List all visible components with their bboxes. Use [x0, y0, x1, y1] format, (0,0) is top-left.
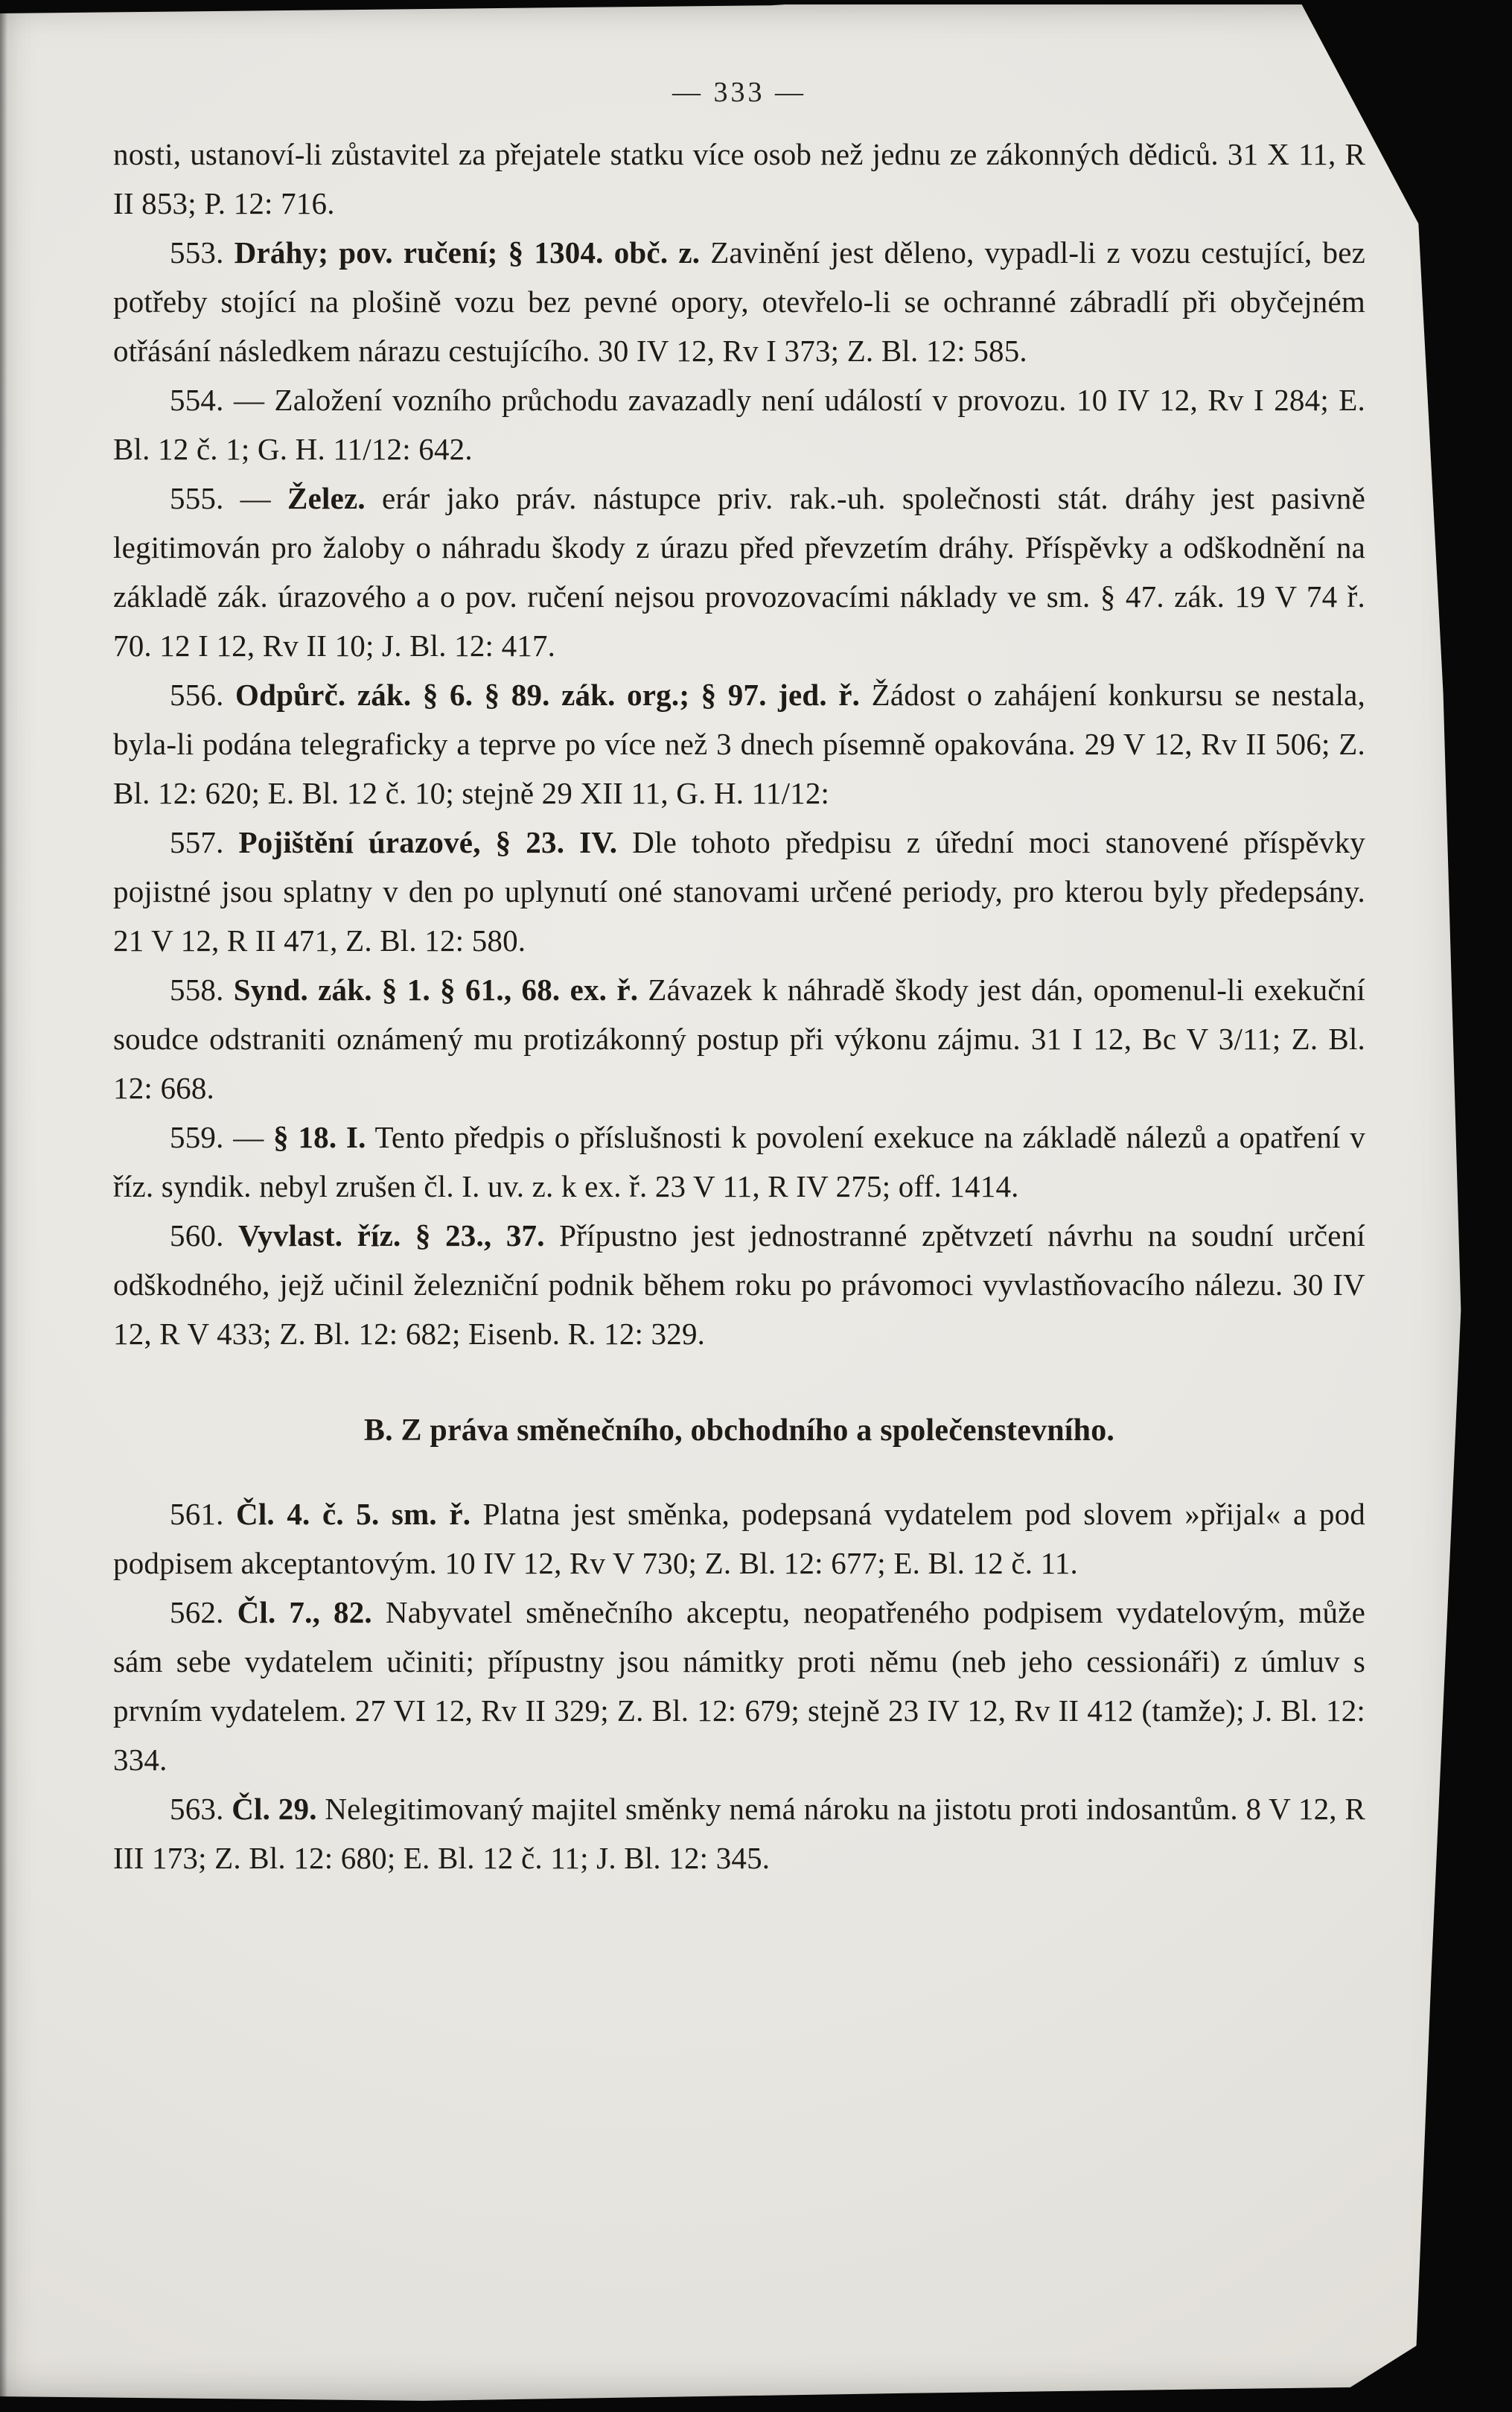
paragraph [113, 474, 1365, 670]
entry-headword: Vyvlast. říz. § 23., 37. [238, 1218, 545, 1253]
paragraph [113, 130, 1365, 228]
text-segment: Tento předpis o příslušnosti k povolení exekuce na základě nálezů a opatření v říz. syndik. nebyl zrušen čl. I. uv. z. k ex. ř. 23 V 11, R IV 275; off. 1414. [113, 1120, 1365, 1203]
section-heading [113, 1406, 1365, 1455]
paragraph [113, 1211, 1365, 1358]
entry-headword: B. Z práva směnečního, obchodního a společenstevního. [363, 1413, 1115, 1448]
paragraph [113, 965, 1365, 1113]
text-segment: 558. [170, 973, 234, 1007]
text-segment: Žádost o zahájení konkursu se nestala, byla-li podána telegraficky a teprve po více než 3 dnech písemně opakována. 29 V 12, Rv II 506; Z. Bl. 12: 620; E. Bl. 12 č. 10; stejně 29 XII 11, G. H. 11/12: [113, 678, 1366, 810]
entry-headword: Čl. 7., 82. [237, 1595, 372, 1629]
text-segment: erár jako práv. nástupce priv. rak.-uh. společnosti stát. dráhy jest pasivně legitimován pro žaloby o náhradu škody z úrazu před převzetím dráhy. Příspěvky a odškodnění na základě zák. úrazového a o pov. ručení nejsou provozovacími náklady ve sm. § 47. zák. 19 V 74 ř. 70. 12 I 12, Rv II 10; J. Bl. 12: 417. [113, 481, 1365, 663]
paragraph [113, 1784, 1365, 1883]
entry-headword: Čl. 29. [232, 1792, 317, 1826]
text-segment: 562. [170, 1595, 237, 1629]
entry-headword: Synd. zák. § 1. § 61., 68. ex. ř. [233, 973, 639, 1007]
paragraph [113, 1113, 1365, 1211]
paragraph [113, 818, 1365, 965]
text-segment: 560. [170, 1218, 238, 1253]
text-segment: 554. — Založení vozního průchodu zavazadly není událostí v provozu. 10 IV 12, Rv I 284; E. Bl. 12 č. 1; G. H. 11/12: 642. [113, 383, 1365, 466]
text-segment: 561. [170, 1497, 237, 1531]
entry-headword: Želez. [287, 481, 366, 515]
text-segment: Zavinění jest děleno, vypadl-li z vozu cestující, bez potřeby stojící na plošině vozu bez pevné opory, otevřelo-li se ochranné zábradlí při obyčejném otřásání následkem nárazu cestujícího. 30 IV 12, Rv I 373; Z. Bl. 12: 585. [113, 235, 1365, 368]
text-segment: 559. — [170, 1120, 274, 1154]
paragraph [113, 1588, 1365, 1784]
entry-headword: Pojištění úrazové, § 23. IV. [238, 825, 618, 859]
page-body [113, 130, 1365, 1883]
text-segment: 555. — [170, 481, 288, 515]
text-segment: Nelegitimovaný majitel směnky nemá nároku na jistotu proti indosantům. 8 V 12, R III 173; Z. Bl. 12: 680; E. Bl. 12 č. 11; J. Bl. 12: 345. [113, 1792, 1365, 1875]
text-segment: Dle tohoto předpisu z úřední moci stanovené příspěvky pojistné jsou splatny v den po uplynutí oné stanovami určené periody, pro kterou byly předepsány. 21 V 12, R II 471, Z. Bl. 12: 580. [113, 825, 1365, 958]
text-segment: Nabyvatel směnečního akceptu, neopatřeného podpisem vydatelovým, může sám sebe vydatelem učiniti; přípustny jsou námitky proti němu (neb jeho cessionáři) z úmluv s prvním vydatelem. 27 VI 12, Rv II 329; Z. Bl. 12: 679; stejně 23 IV 12, Rv II 412 (tamže); J. Bl. 12: 334. [113, 1595, 1365, 1777]
text-segment: Platna jest směnka, podepsaná vydatelem pod slovem »přijal« a pod podpisem akceptantovým. 10 IV 12, Rv V 730; Z. Bl. 12: 677; E. Bl. 12 č. 11. [113, 1497, 1365, 1580]
entry-headword: § 18. I. [273, 1120, 366, 1154]
entry-headword: Odpůrč. zák. § 6. § 89. zák. org.; § 97. jed. ř. [235, 678, 861, 712]
paragraph [113, 228, 1365, 375]
text-segment: Přípustno jest jednostranné zpětvzetí návrhu na soudní určení odškodného, jejž učinil železniční podnik během roku po právomoci vyvlastňovacího nálezu. 30 IV 12, R V 433; Z. Bl. 12: 682; Eisenb. R. 12: 329. [113, 1218, 1365, 1351]
page-number: — 333 — [672, 77, 806, 108]
entry-headword: Čl. 4. č. 5. sm. ř. [236, 1497, 471, 1531]
paragraph [113, 375, 1365, 474]
paragraph [113, 670, 1365, 818]
entry-headword: Dráhy; pov. ručení; § 1304. obč. z. [234, 235, 701, 270]
paragraph [113, 1489, 1365, 1588]
scan-left-shade [0, 0, 7, 2412]
text-segment: Závazek k náhradě škody jest dán, opomenul-li exekuční soudce odstraniti oznámený mu protizákonný postup při výkonu zájmu. 31 I 12, Bc V 3/11; Z. Bl. 12: 668. [113, 973, 1366, 1105]
text-segment: 556. [170, 678, 236, 712]
text-segment: 557. [170, 825, 239, 859]
text-segment: 553. [170, 235, 235, 270]
text-segment: 563. [170, 1792, 232, 1826]
text-segment: nosti, ustanoví-li zůstavitel za přejatele statku více osob než jednu ze zákonných dědiců. 31 X 11, R II 853; P. 12: 716. [113, 137, 1365, 220]
